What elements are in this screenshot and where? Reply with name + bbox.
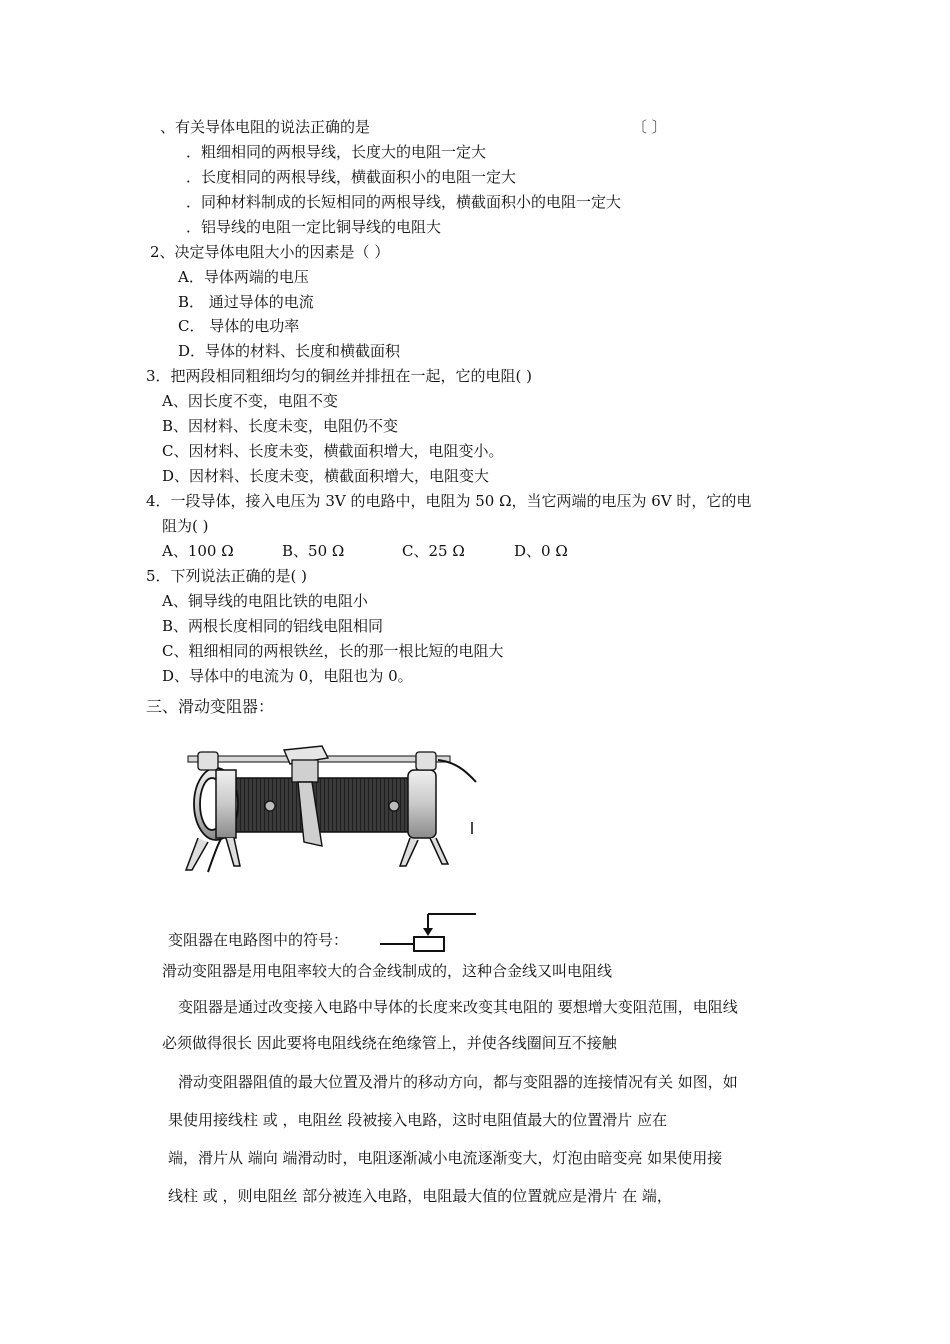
q1-answer-bracket: 〔 〕 [632, 118, 667, 136]
q3-option-d: D、因材料、长度未变，横截面积增大，电阻变大 [162, 467, 490, 485]
q2-option-a: A．导体两端的电压 [178, 268, 309, 286]
paragraph-3-line-3: 端，滑片从 端向 端滑动时，电阻逐渐减小电流逐渐变大，灯泡由暗变亮 如果使用接 [168, 1149, 723, 1167]
q5-option-d: D、导体中的电流为 0，电阻也为 0。 [162, 667, 413, 685]
q5-option-c: C、粗细相同的两根铁丝，长的那一根比短的电阻大 [162, 642, 504, 660]
q2-stem: 2、决定导体电阻大小的因素是（ ） [150, 243, 390, 261]
q3-option-a: A、因长度不变，电阻不变 [162, 392, 338, 410]
paragraph-3-line-4: 线柱 或 ，则电阻丝 部分被连入电路，电阻最大值的位置就应是滑片 在 端， [168, 1187, 672, 1205]
q4-option-b: B、50 Ω [282, 542, 345, 560]
paragraph-1: 滑动变阻器是用电阻率较大的合金线制成的，这种合金线又叫电阻线 [162, 962, 613, 980]
q3-stem: 3．把两段相同粗细均匀的铜丝并排扭在一起，它的电阻( ) [146, 367, 533, 385]
q4-option-d: D、0 Ω [514, 542, 568, 560]
q4-stem-line1: 4．一段导体，接入电压为 3V 的电路中，电阻为 50 Ω，当它两端的电压为 6V 时，它的电 [146, 492, 752, 510]
q1-stem: 、有关导体电阻的说法正确的是 [160, 118, 371, 136]
q3-option-b: B、因材料、长度未变，电阻仍不变 [162, 417, 399, 435]
rheostat-circuit-symbol [378, 912, 478, 956]
q3-option-c: C、因材料、长度未变，横截面积增大，电阻变小。 [162, 442, 504, 460]
paragraph-3-line-2: 果使用接线柱 或 ，电阻丝 段被接入电路，这时电阻值最大的位置滑片 应在 [168, 1111, 668, 1129]
q4-option-c: C、25 Ω [402, 542, 465, 560]
q1-option-b: ．长度相同的两根导线，横截面积小的电阻一定大 [186, 168, 517, 186]
q2-option-c: C． 导体的电功率 [178, 317, 300, 335]
q2-option-d: D．导体的材料、长度和横截面积 [178, 342, 401, 360]
sliding-rheostat-illustration [180, 742, 480, 877]
paragraph-3-line-1: 滑动变阻器阻值的最大位置及滑片的移动方向，都与变阻器的连接情况有关 如图，如 [178, 1073, 738, 1091]
paragraph-2-line-1: 变阻器是通过改变接入电路中导体的长度来改变其电阻的 要想增大变阻范围，电阻线 [178, 998, 738, 1016]
paragraph-2-line-2: 必须做得很长 因此要将电阻线绕在绝缘管上，并使各线圈间互不接触 [162, 1034, 617, 1052]
q5-option-b: B、两根长度相同的铝线电阻相同 [162, 617, 384, 635]
q1-option-d: ．铝导线的电阻一定比铜导线的电阻大 [186, 218, 442, 236]
q1-option-a: ．粗细相同的两根导线，长度大的电阻一定大 [186, 143, 487, 161]
q1-option-c: ．同种材料制成的长短相同的两根导线，横截面积小的电阻一定大 [186, 193, 622, 211]
section3-heading: 三、滑动变阻器： [146, 697, 275, 716]
q4-stem-line2: 阻为( ) [162, 517, 209, 535]
q5-option-a: A、铜导线的电阻比铁的电阻小 [162, 592, 368, 610]
q4-option-a: A、100 Ω [162, 542, 234, 560]
q5-stem: 5．下列说法正确的是( ) [146, 567, 308, 585]
rheostat-symbol-label: 变阻器在电路图中的符号： [168, 931, 349, 949]
q2-option-b: B． 通过导体的电流 [178, 293, 314, 311]
